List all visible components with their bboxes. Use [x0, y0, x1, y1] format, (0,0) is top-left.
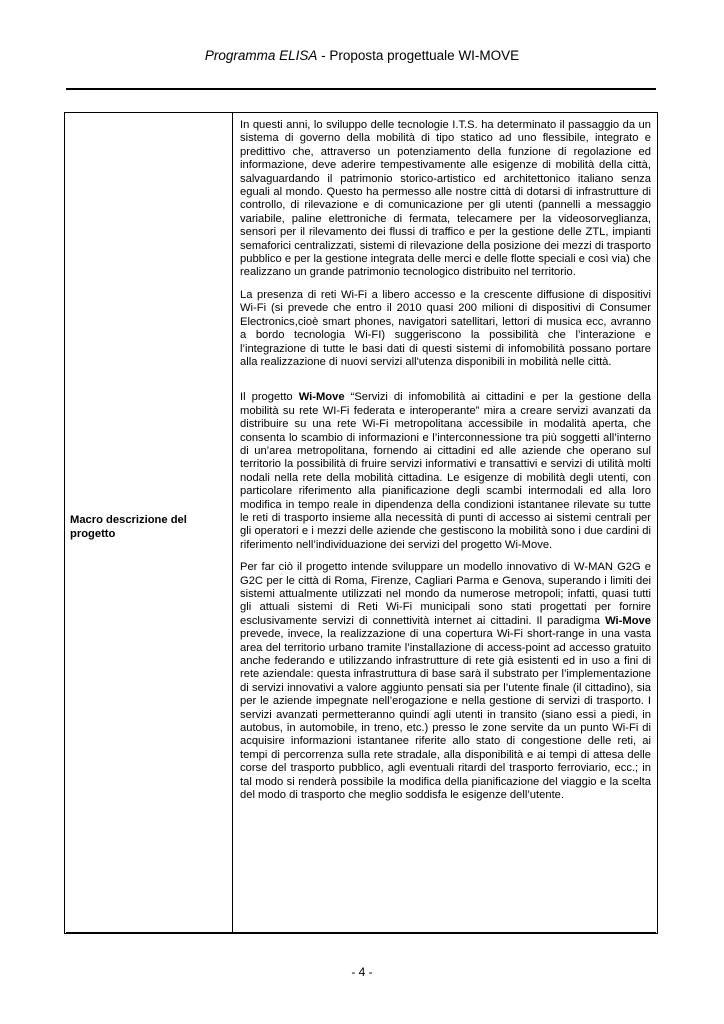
p3-body: “Servizi di infomobilità ai cittadini e per la gestione della mobilità su rete WI-Fi federata e interoperante” mira a creare servizi avanzati da distribuire su una rete Wi-Fi metropolitana accessibile in modalità aperta, che consenta lo scambio di informazioni e l’interconnessione tra più soggetti all’interno di un’area metropolitana, fornendo ai cittadini ed alle aziende che operano sul territorio la possibilità di fruire servizi informativi e transattivi e servizi di utilità molti nodali nella rete della mobilità cittadina. Le esigenze di mobilità degli utenti, con particolare riferimento alla pianificazione degli scambi intermodali ed alla loro modifica in tempo reale in dipendenza della condizioni istantanee rilevate su tutte le reti di trasporto insieme alla necessità di punti di accesso ai sistemi centrali per gli operatori e i mezzi delle aziende che gestiscono la mobilità sono i due cardini di riferimento nell’individuazione dei servizi del progetto Wi-Move.: [240, 391, 651, 551]
table-label-cell: [65, 113, 233, 933]
p3-project-name: Wi-Move: [298, 391, 345, 404]
project-description-table: [64, 112, 658, 934]
paragraph-wi-move-project: [240, 391, 651, 552]
header-divider: [66, 88, 656, 90]
p4-intro: Per far ciò il progetto intende sviluppare un modello innovativo di W-MAN G2G e G2C per le città di Roma, Firenze, Cagliari Parma e Genova, superando i limiti dei sistemi attualmente utilizzati nel mondo da numerose metropoli; infatti, quasi tutti gli attuali sistemi di Reti Wi-Fi municipali sono stati progettati per fornire esclusivamente servizi di connettività internet ai cittadini. Il paradigma: [240, 561, 651, 627]
paragraph-its-technologies: In questi anni, lo sviluppo delle tecnologie I.T.S. ha determinato il passaggio da un sistema di governo della mobilità di tipo statico ad uno flessibile, integrato e predittivo che, attraverso un potenziamento della funzione di regolazione ed informazione, deve aderire tempestivamente alle esigenze di mobilità della città, salvaguardando il patrimonio storico-artistico ed architettonico italiano senza eguali al mondo. Questo ha permesso alle nostre città di dotarsi di infrastrutture di controllo, di rilevazione e di comunicazione per gli utenti (pannelli a messaggio variabile, paline elettroniche di fermata, telecamere per la videosorveglianza, sensori per il rilevamento dei flussi di traffico e per la gestione delle ZTL, impianti semaforici centralizzati, sistemi di rilevazione della posizione dei mezzi di trasporto pubblico e per la gestione integrata delle merci e delle flotte speciali e così via) che realizzano un grande patrimonio tecnologico distribuito nel territorio.: [240, 119, 651, 279]
p4-body: prevede, invece, la realizzazione di una copertura Wi-Fi short-range in una vasta area del territorio urbano tramite l’installazione di access-point ad accesso gratuito anche federando e utilizzando infrastrutture di rete già esistenti ed in uso a fini di rete aziendale: questa infrastruttura di base sarà il substrato per l’implementazione di servizi innovativi a valore aggiunto pensati sia per l’utente finale (il cittadino), sia per le aziende impegnate nell’erogazione e nella gestione di servizi di trasporto. I servizi avanzati permetteranno quindi agli utenti in transito (siano essi a piedi, in autobus, in automobile, in treno, etc.) presso le zone servite da un punto Wi-Fi di acquisire informazioni istantanee riferite allo stato di congestione delle reti, ai tempi di percorrenza sulla rete stradale, alla disponibilità e ai tempi di attesa delle corse del trasporto pubblico, agli eventuali ritardi del trasporto ferroviario, ecc.; in tal modo si renderà possibile la modifica della pianificazione del viaggio e la scelta del modo di trasporto che meglio soddisfa le esigenze dell’utente.: [240, 628, 651, 802]
p3-intro: Il progetto: [240, 391, 299, 404]
p4-paradigm-name: Wi-Move: [605, 614, 651, 627]
page-header: [0, 48, 724, 63]
row-label: Macro descrizione del progetto: [70, 514, 187, 540]
table-content-cell: [234, 113, 657, 812]
footer-divider: [66, 932, 656, 934]
page-number: - 4 -: [351, 965, 373, 979]
header-proposal-title: - Proposta progettuale WI-MOVE: [317, 48, 520, 63]
paragraph-wifi-networks: La presenza di reti Wi-Fi a libero accesso e la crescente diffusione di dispositivi Wi-Fi (si prevede che entro il 2010 quasi 200 milioni di dispositivi di Consumer Electronics,cioè smart phones, navigatori satellitari, lettori di musica ecc, avranno a bordo tecnologia Wi-FI) suggeriscono la possibilità che l’interazione e l’integrazione di tutte le basi dati di questi sistemi di infomobilità possano portare alla realizzazione di nuovi servizi all'utenza disponibili in mobilità nelle città.: [240, 288, 651, 368]
paragraph-wman-model: [240, 561, 651, 802]
header-program-name: Programma ELISA: [204, 48, 318, 63]
